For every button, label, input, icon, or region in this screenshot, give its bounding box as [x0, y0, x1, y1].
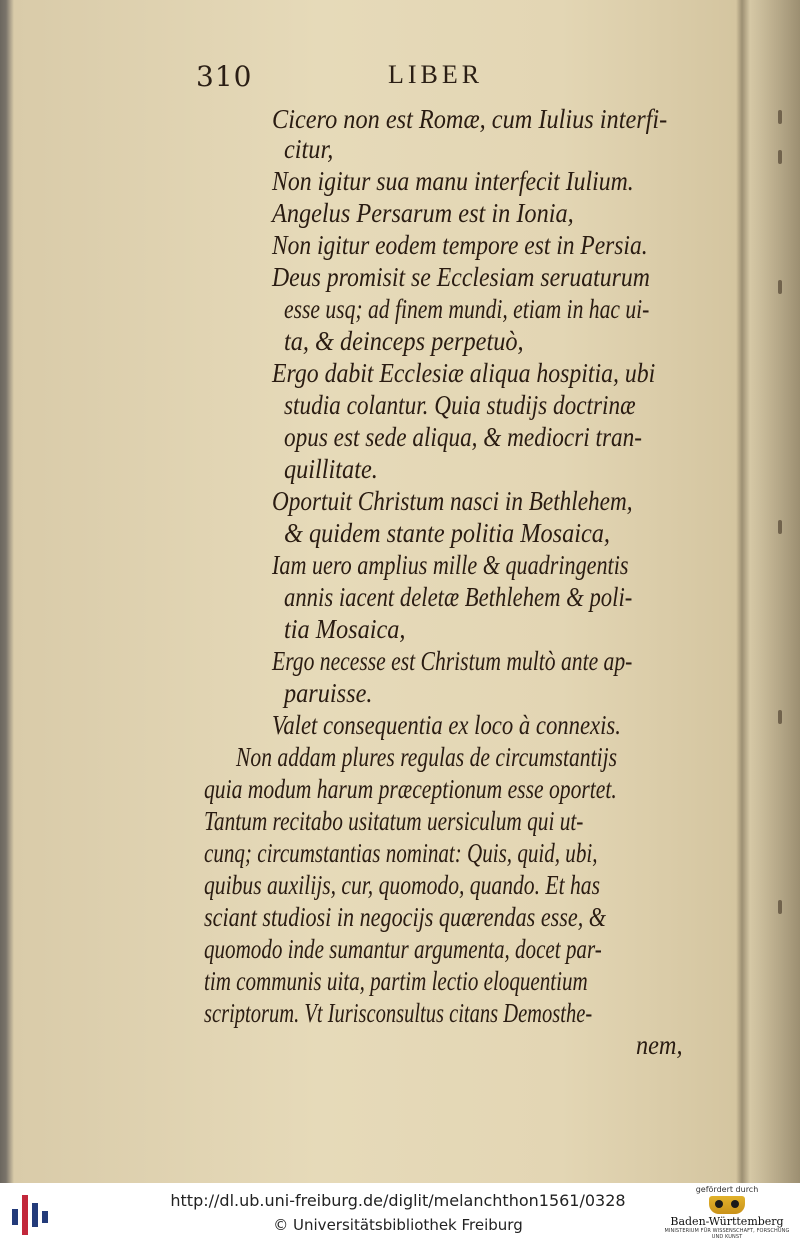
coat-of-arms-icon [709, 1196, 745, 1214]
text-line: sciant studiosi in negocijs quærendas esse, & [204, 902, 606, 932]
text-line: Valet consequentia ex loco à connexis. [272, 710, 621, 740]
sponsor-name: Baden-Württemberg [670, 1215, 784, 1228]
text-line: quillitate. [284, 454, 378, 484]
viewer-footer [0, 1183, 800, 1241]
page-number: 310 [196, 60, 253, 93]
text-line: annis iacent deletæ Bethlehem & poli- [284, 582, 633, 612]
copyright-notice: © Universitätsbibliothek Freiburg [273, 1216, 523, 1234]
text-line: Ergo necesse est Christum multò ante ap- [272, 646, 633, 676]
text-line: Non igitur eodem tempore est in Persia. [272, 230, 648, 260]
bleed-through-marks [752, 100, 782, 1000]
running-head: LIBER [388, 60, 484, 89]
text-line: Tantum recitabo usitatum uersiculum qui ut- [204, 806, 584, 836]
text-line: nem, [636, 1030, 683, 1060]
sponsor-label: gefördert durch [695, 1185, 759, 1194]
sponsor-ministry: MINISTERIUM FÜR WISSENSCHAFT, FORSCHUNG UND KUNST [664, 1228, 790, 1240]
text-line: Deus promisit se Ecclesiam seruaturum [272, 262, 650, 292]
text-line: Oportuit Christum nasci in Bethlehem, [272, 486, 633, 516]
text-line: quomodo inde sumantur argumenta, docet par- [204, 934, 602, 964]
text-line: Ergo dabit Ecclesiæ aliqua hospitia, ubi [272, 358, 656, 388]
text-line: cunq; circumstantias nominat: Quis, quid, ubi, [204, 838, 598, 868]
text-line: Non addam plures regulas de circumstantijs [236, 742, 617, 772]
text-line: citur, [284, 134, 334, 164]
text-line: scriptorum. Vt Iurisconsultus citans Demosthe- [204, 998, 593, 1028]
text-line: Cicero non est Romæ, cum Iulius interfi- [272, 104, 668, 134]
text-line: esse usq; ad finem mundi, etiam in hac ui- [284, 294, 650, 324]
page-header [196, 60, 716, 100]
text-line: Angelus Persarum est in Ionia, [272, 198, 574, 228]
text-line: tia Mosaica, [284, 614, 406, 644]
text-line: paruisse. [284, 678, 373, 708]
text-line: & quidem stante politia Mosaica, [284, 518, 611, 548]
permalink-url[interactable]: http://dl.ub.uni-freiburg.de/diglit/melanchthon1561/0328 [170, 1191, 626, 1210]
text-line: tim communis uita, partim lectio eloquentium [204, 966, 588, 996]
text-line: Iam uero amplius mille & quadringentis [272, 550, 629, 580]
text-line: studia colantur. Quia studijs doctrinæ [284, 390, 636, 420]
text-line: quia modum harum præceptionum esse oportet. [204, 774, 617, 804]
text-line: opus est sede aliqua, & mediocri tran- [284, 422, 642, 452]
university-library-logo [12, 1191, 52, 1235]
text-line: ta, & deinceps perpetuò, [284, 326, 524, 356]
text-line: Non igitur sua manu interfecit Iulium. [272, 166, 634, 196]
text-line: quibus auxilijs, cur, quomodo, quando. Et has [204, 870, 601, 900]
sponsor-logo [662, 1185, 792, 1239]
